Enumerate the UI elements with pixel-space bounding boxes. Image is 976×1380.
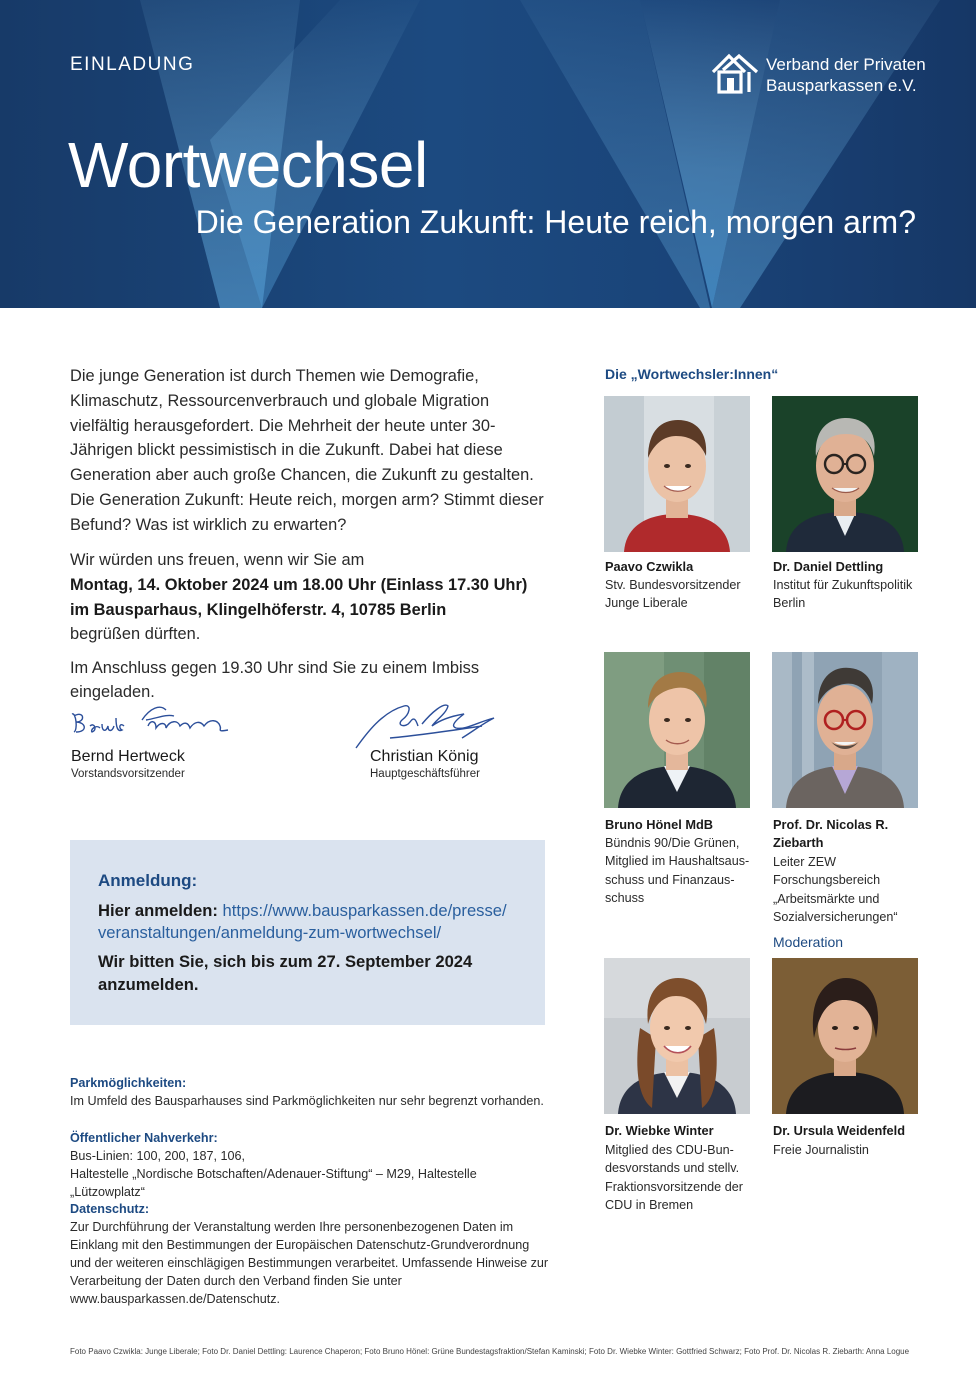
- transit-lines: Bus-Linien: 100, 200, 187, 106,: [70, 1149, 246, 1163]
- privacy-heading: Datenschutz:: [70, 1202, 150, 1216]
- registration-prefix: Hier anmelden:: [98, 901, 218, 920]
- event-venue: im Bausparhaus, Klingelhöferstr. 4, 10785 Berlin: [70, 600, 447, 619]
- invitation-closing: begrüßen dürften.: [70, 625, 201, 644]
- parking-heading: Parkmöglichkeiten:: [70, 1076, 187, 1090]
- registration-box: [70, 840, 545, 1025]
- invitation-details: [70, 548, 560, 647]
- speaker-photo-hoenel: [604, 652, 750, 808]
- speakers-heading: Die „Wortwechsler:Innen“: [605, 366, 779, 382]
- logo-text-line2: Bausparkassen e.V.: [766, 76, 917, 95]
- privacy-text: Zur Durchführung der Veranstaltung werden Ihre personenbezogenen Daten im Einklang mit den Bestimmungen der Europäischen Datenschutz-Grundverordnung und der weiteren einschlägigen Bestimmungen verarbeitet. Umfassende Hinweise zur Verarbeitung der Daten durch den Verband finden Sie unter www.bausparkassen.de/Datenschutz.: [70, 1220, 549, 1306]
- invitation-label: EINLADUNG: [70, 54, 195, 75]
- moderation-heading: Moderation: [773, 934, 844, 950]
- speaker-photo-czwikla: [604, 396, 750, 552]
- photo-credits: Foto Paavo Czwikla: Junge Liberale; Foto Dr. Daniel Dettling: Laurence Chaperon; Foto Bruno Hönel: Grüne Bundestagsfraktion/Stefan Kaminski; Foto Dr. Wiebke Winter: Gottfried Schwarz; Foto Prof. Dr. Nicolas R. Ziebarth: Anna Logue: [70, 1347, 910, 1356]
- transit-info: [70, 1129, 550, 1201]
- signer-role-1: Vorstandsvorsitzender: [71, 768, 185, 780]
- parking-info: [70, 1074, 550, 1110]
- house-logo-icon: [711, 52, 759, 94]
- speaker-name: Bruno Hönel MdB: [605, 817, 714, 832]
- speaker-description: Bündnis 90/Die Grünen, Mitglied im Haushaltsausschuss und Finanzausschuss: [605, 836, 750, 905]
- registration-link-part1: https://www.bausparkassen.de/presse/: [222, 901, 507, 920]
- reception-note: Im Anschluss gegen 19.30 Uhr sind Sie zu einem Imbiss eingeladen.: [70, 659, 480, 701]
- header-banner: [0, 0, 976, 308]
- speaker-description: Stv. Bundesvorsitzender Junge Liberale: [605, 578, 741, 611]
- speaker-name: Dr. Wiebke Winter: [605, 1123, 714, 1138]
- privacy-info: [70, 1200, 550, 1308]
- signature-koenig: [352, 698, 507, 752]
- signer-name-2: Christian König: [370, 748, 479, 765]
- moderator-name: Dr. Ursula Weidenfeld: [773, 1123, 906, 1138]
- signer-role-2: Hauptgeschäftsführer: [370, 768, 480, 780]
- event-subtitle: Die Generation Zukunft: Heute reich, morgen arm?: [195, 204, 916, 240]
- association-logo: [711, 52, 941, 96]
- intro-paragraph: Die junge Generation ist durch Themen wie Demografie, Klimaschutz, Ressourcenverbrauch und globale Migration vielfältig herausgefordert. Die Mehrheit der heute unter 30-Jährigen blickt pessimistisch in die Zukunft. Dabei hat diese Generation aber auch große Chancen, die Zukunft zu gestalten. Die Generation Zukunft: Heute reich, morgen arm? Stimmt dieser Befund? Was ist wirklich zu erwarten?: [70, 367, 544, 534]
- speaker-photo-ziebarth: [772, 652, 918, 808]
- speaker-description: Institut für Zukunftspolitik Berlin: [773, 578, 913, 611]
- transit-heading: Öffentlicher Nahverkehr:: [70, 1131, 218, 1145]
- transit-stops: Haltestelle „Nordische Botschaften/Adenauer-Stiftung“ – M29, Haltestelle „Lützowplatz“: [70, 1167, 477, 1199]
- moderator-description: Freie Journalistin: [773, 1143, 869, 1157]
- logo-text-line1: Verband der Privaten: [766, 55, 926, 74]
- registration-deadline: Wir bitten Sie, sich bis zum 27. September 2024 anzumelden.: [98, 952, 473, 994]
- event-title: Wortwechsel: [68, 129, 428, 201]
- speaker-photo-winter: [604, 958, 750, 1114]
- speaker-description: Mitglied des CDU-Bundesvorstands und stellv. Fraktionsvorsitzende der CDU in Bremen: [605, 1143, 743, 1212]
- signer-name-1: Bernd Hertweck: [71, 748, 185, 765]
- speaker-name: Paavo Czwikla: [605, 559, 694, 574]
- speaker-name: Prof. Dr. Nicolas R. Ziebarth: [773, 817, 889, 850]
- speaker-name: Dr. Daniel Dettling: [773, 559, 884, 574]
- invitation-line: Wir würden uns freuen, wenn wir Sie am: [70, 551, 365, 569]
- registration-link-line: [98, 900, 538, 944]
- speaker-description: Leiter ZEW Forschungsbereich „Arbeitsmärkte und Sozialversicherungen“: [773, 855, 898, 924]
- event-date: Montag, 14. Oktober 2024 um 18.00 Uhr (Einlass 17.30 Uhr): [70, 575, 528, 594]
- registration-title: Anmeldung:: [98, 871, 198, 890]
- moderator-photo-weidenfeld: [772, 958, 918, 1114]
- registration-link-part2: veranstaltungen/anmeldung-zum-wortwechsel/: [98, 923, 442, 942]
- signature-hertweck: [70, 700, 235, 742]
- speaker-photo-dettling: [772, 396, 918, 552]
- parking-text: Im Umfeld des Bausparhauses sind Parkmöglichkeiten nur sehr begrenzt vorhanden.: [70, 1094, 544, 1108]
